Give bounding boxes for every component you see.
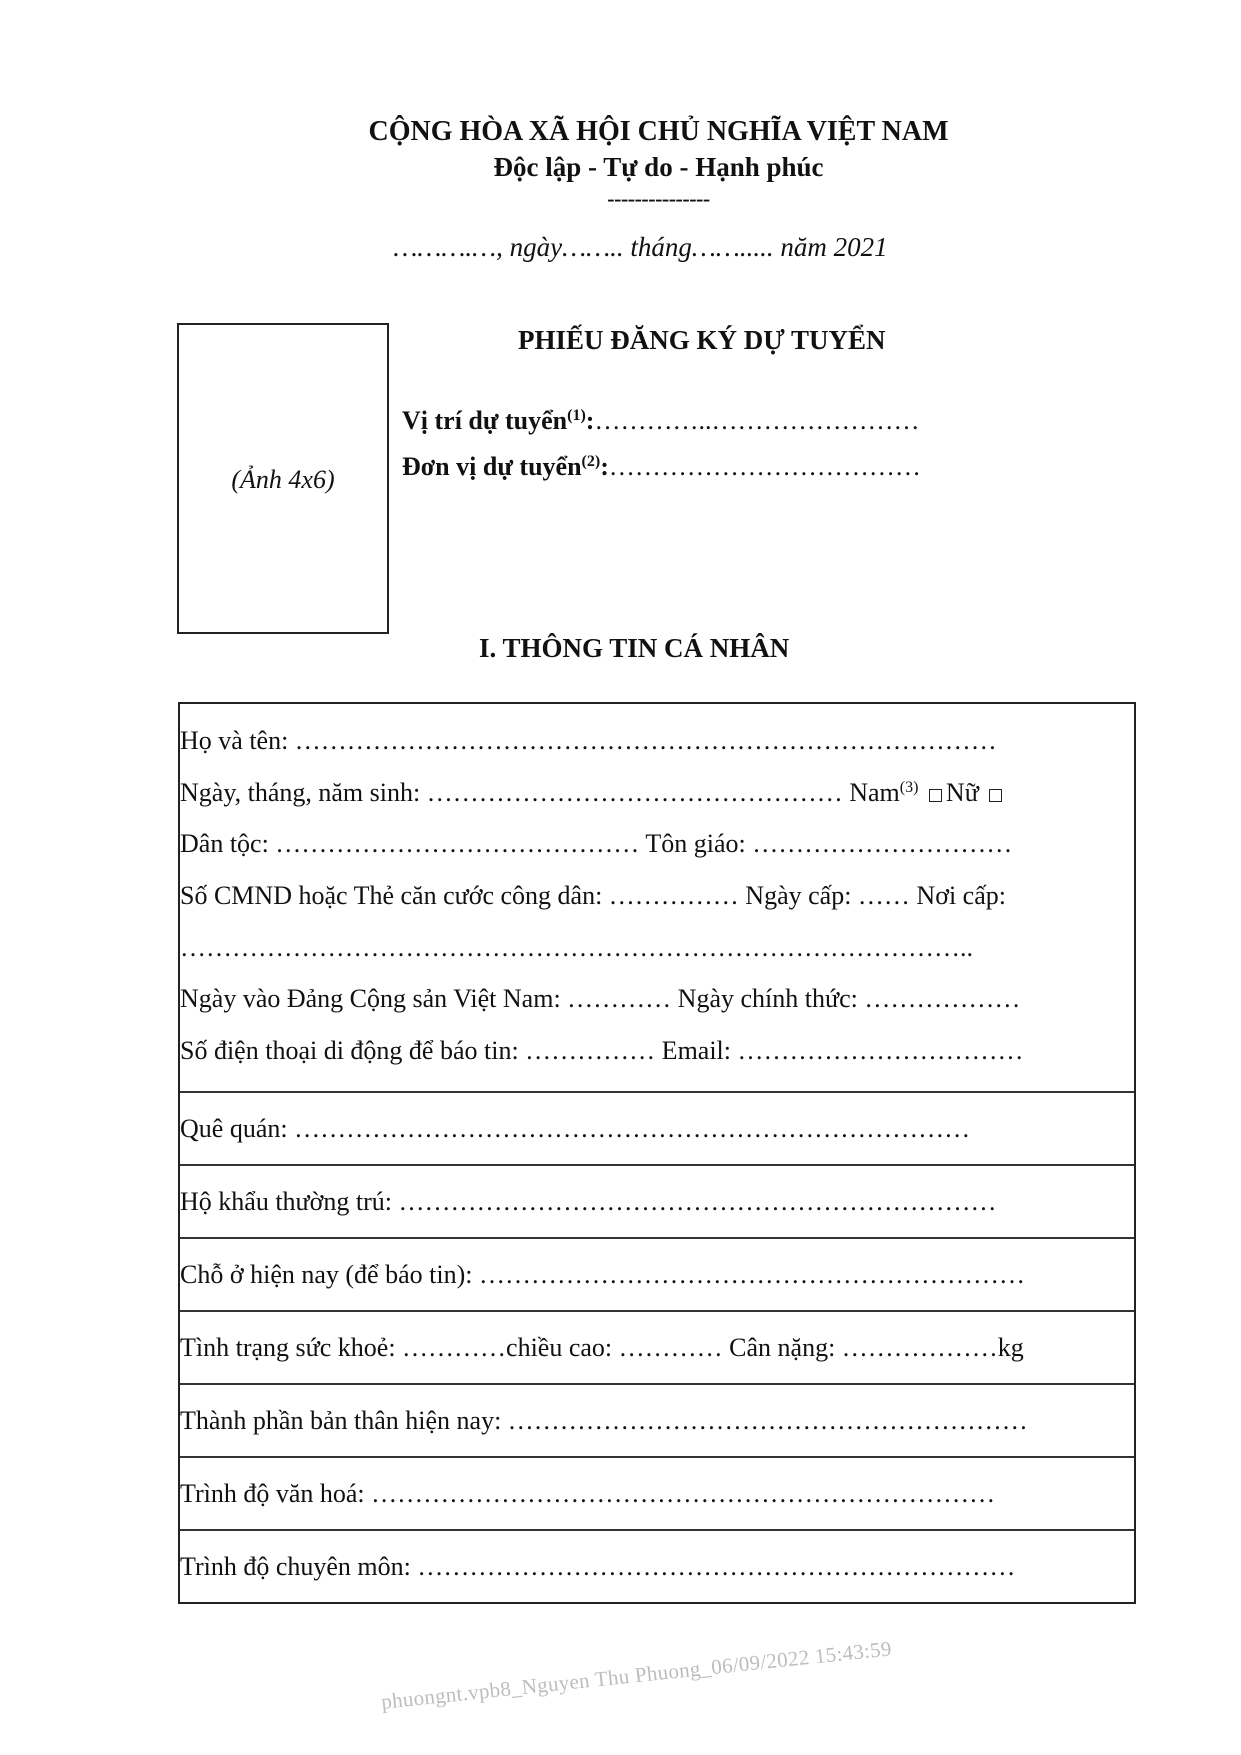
social-status-field[interactable]: Thành phần bản thân hiện nay: …………………………………………………… — [180, 1406, 1028, 1435]
form-title: PHIẾU ĐĂNG KÝ DỰ TUYỂN — [518, 325, 886, 355]
party-membership-field[interactable]: Ngày vào Đảng Cộng sản Việt Nam: ………… Ngày chính thức: ……………… — [180, 984, 1021, 1013]
female-label: Nữ — [945, 778, 979, 807]
female-checkbox[interactable] — [989, 789, 1002, 802]
gender-footnote: (3) — [899, 779, 919, 796]
health-field[interactable]: Tình trạng sức khoẻ: …………chiều cao: ………… Cân nặng: ………………kg — [180, 1333, 1024, 1362]
unit-label: Đơn vị dự tuyển — [402, 452, 582, 481]
contact-field[interactable]: Số điện thoại di động để báo tin: …………… Email: …………………………… — [180, 1036, 1024, 1065]
full-name-field[interactable]: Họ và tên: ……………………………………………………………………… — [180, 726, 997, 755]
id-card-field[interactable]: Số CMND hoặc Thẻ căn cước công dân: …………… Ngày cấp: …… Nơi cấp: — [180, 881, 1006, 910]
personal-info-table — [178, 702, 1136, 1604]
unit-colon: : — [600, 452, 609, 481]
table-row — [180, 1310, 1134, 1383]
watermark: phuongnt.vpb8_Nguyen Thu Phuong_06/09/2022 15:43:59 — [380, 1636, 893, 1714]
unit-footnote: (2) — [581, 453, 601, 470]
current-address-field[interactable]: Chỗ ở hiện nay (để báo tin): ……………………………………………………… — [180, 1260, 1025, 1289]
position-colon: : — [585, 406, 595, 435]
national-title: CỘNG HÒA XÃ HỘI CHỦ NGHĨA VIỆT NAM — [368, 116, 949, 147]
photo-label: (Ảnh 4x6) — [231, 464, 335, 494]
date-line: ……….…, ngày…….. tháng……..... năm 2021 — [393, 232, 888, 262]
table-row — [180, 1164, 1134, 1237]
position-label: Vị trí dự tuyển — [402, 406, 568, 435]
hometown-field[interactable]: Quê quán: …………………………………………………………………… — [180, 1114, 971, 1143]
dob-gender-field[interactable] — [180, 778, 1006, 808]
unit-field[interactable] — [402, 452, 921, 482]
table-row — [180, 1529, 1134, 1602]
dob-label: Ngày, tháng, năm sinh: ………………………………………… Nam — [180, 778, 900, 807]
position-field[interactable] — [402, 406, 919, 436]
photo-placeholder — [177, 323, 389, 634]
specialization-field[interactable]: Trình độ chuyên môn: …………………………………………………………… — [180, 1552, 1016, 1581]
ethnicity-religion-field[interactable]: Dân tộc: …………………………………… Tôn giáo: ………………………… — [180, 829, 1013, 858]
education-field[interactable]: Trình độ văn hoá: ……………………………………………………………… — [180, 1479, 996, 1508]
national-motto: Độc lập - Tự do - Hạnh phúc — [493, 152, 824, 182]
id-card-continuation[interactable]: ……………………………………………………………………………….. — [180, 933, 973, 962]
table-row — [180, 1091, 1134, 1164]
table-row — [180, 1456, 1134, 1529]
table-row — [180, 1237, 1134, 1310]
position-footnote: (1) — [567, 407, 586, 424]
table-row-basic-info — [180, 704, 1134, 1091]
position-dots: …………..…………………… — [594, 406, 920, 435]
header-divider: --------------- — [607, 186, 710, 211]
unit-dots: ……………………………… — [608, 452, 921, 481]
permanent-residence-field[interactable]: Hộ khẩu thường trú: …………………………………………………………… — [180, 1187, 997, 1216]
male-checkbox[interactable] — [929, 789, 942, 802]
section-title: I. THÔNG TIN CÁ NHÂN — [479, 633, 790, 663]
table-row — [180, 1383, 1134, 1456]
